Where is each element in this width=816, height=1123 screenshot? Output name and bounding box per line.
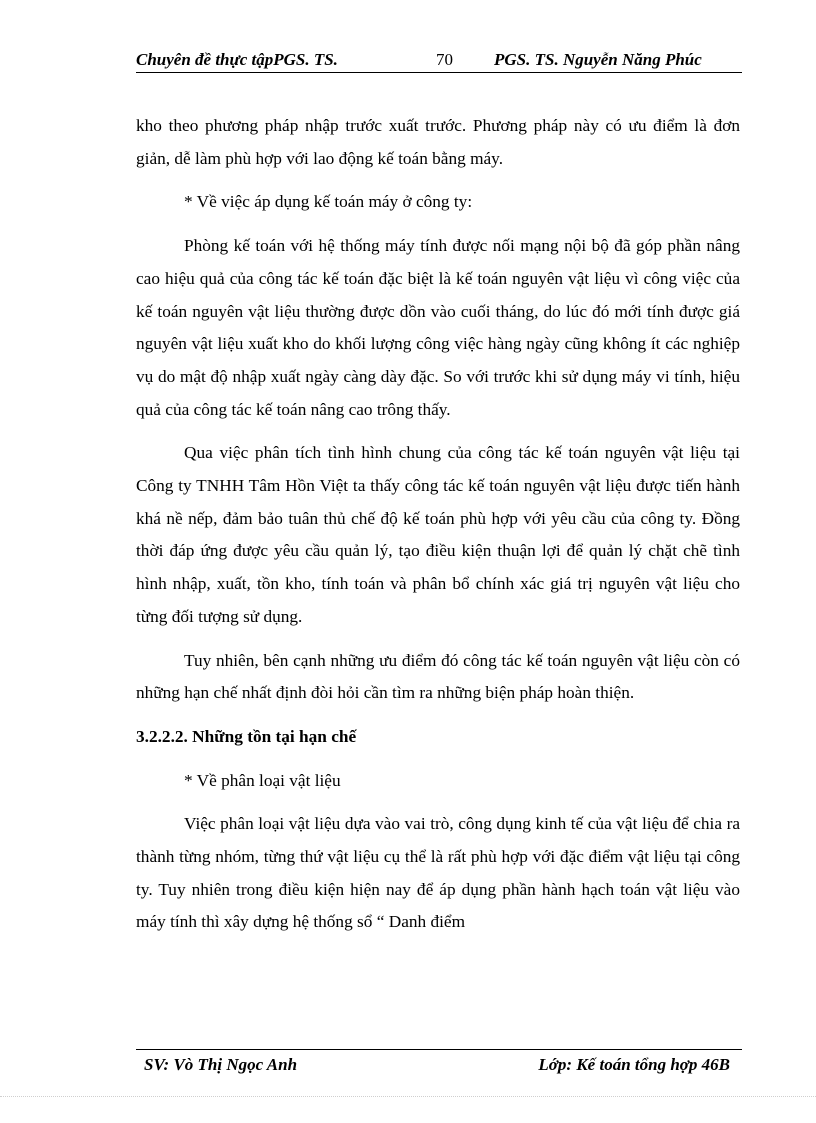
- paragraph-6: * Về phân loại vật liệu: [184, 770, 341, 790]
- page-header: [136, 50, 742, 72]
- header-divider: [136, 72, 742, 73]
- page-number: 70: [436, 50, 453, 69]
- paragraph-5: Tuy nhiên, bên cạnh những ưu điểm đó công tác kế toán nguyên vật liệu còn có những hạn chế nhất định đòi hỏi cần tìm ra những biện pháp hoàn thiện.: [136, 650, 740, 703]
- page-footer: [136, 1055, 742, 1079]
- paragraph-4: Qua việc phân tích tình hình chung của công tác kế toán nguyên vật liệu tại Công ty TNHH Tâm Hồn Việt ta thấy công tác kế toán nguyên vật liệu được tiến hành khá nề nếp, đảm bảo tuân thủ chế độ kế toán phù hợp với yêu cầu của công ty. Đồng thời đáp ứng được yêu cầu quản lý, tạo điều kiện thuận lợi để quản lý chặt chẽ tình hình nhập, xuất, tồn kho, tính toán và phân bổ chính xác giá trị nguyên vật liệu cho từng đối tượng sử dụng.: [136, 443, 740, 626]
- header-supervisor: PGS. TS. Nguyễn Năng Phúc: [494, 50, 702, 69]
- paragraph-7: Việc phân loại vật liệu dựa vào vai trò, công dụng kinh tế của vật liệu để chia ra thành từng nhóm, từng thứ vật liệu cụ thể là rất phù hợp với đặc điểm vật liệu tại công ty. Tuy nhiên trong điều kiện hiện nay để áp dụng phần hành hạch toán vật liệu vào máy tính thì xây dựng hệ thống sổ “ Danh điểm: [136, 814, 740, 932]
- page-bottom-border: [0, 1096, 816, 1097]
- paragraph-3: Phòng kế toán với hệ thống máy tính được nối mạng nội bộ đã góp phần nâng cao hiệu quả của công tác kế toán đặc biệt là kế toán nguyên vật liệu vì công việc của kế toán nguyên vật liệu thường được dồn vào cuối tháng, do lúc đó mới tính được giá nguyên vật liệu xuất kho do khối lượng công việc hàng ngày cũng không ít các nghiệp vụ do mật độ nhập xuất ngày càng dày đặc. So với trước khi sử dụng máy vi tính, hiệu quả của công tác kế toán nâng cao trông thấy.: [136, 236, 740, 419]
- body-content: [136, 110, 740, 939]
- footer-divider: [136, 1049, 742, 1050]
- footer-class: Lớp: Kế toán tổng hợp 46B: [538, 1055, 730, 1074]
- section-heading: 3.2.2.2. Những tồn tại hạn chế: [136, 726, 357, 746]
- footer-student: SV: Vò Thị Ngọc Anh: [144, 1055, 298, 1074]
- paragraph-1: kho theo phương pháp nhập trước xuất trước. Phương pháp này có ưu điểm là đơn giản, dễ làm phù hợp với lao động kế toán bằng máy.: [136, 116, 740, 168]
- paragraph-2: * Về việc áp dụng kế toán máy ở công ty:: [184, 192, 473, 212]
- header-title: Chuyên đề thực tậpPGS. TS.: [136, 50, 338, 69]
